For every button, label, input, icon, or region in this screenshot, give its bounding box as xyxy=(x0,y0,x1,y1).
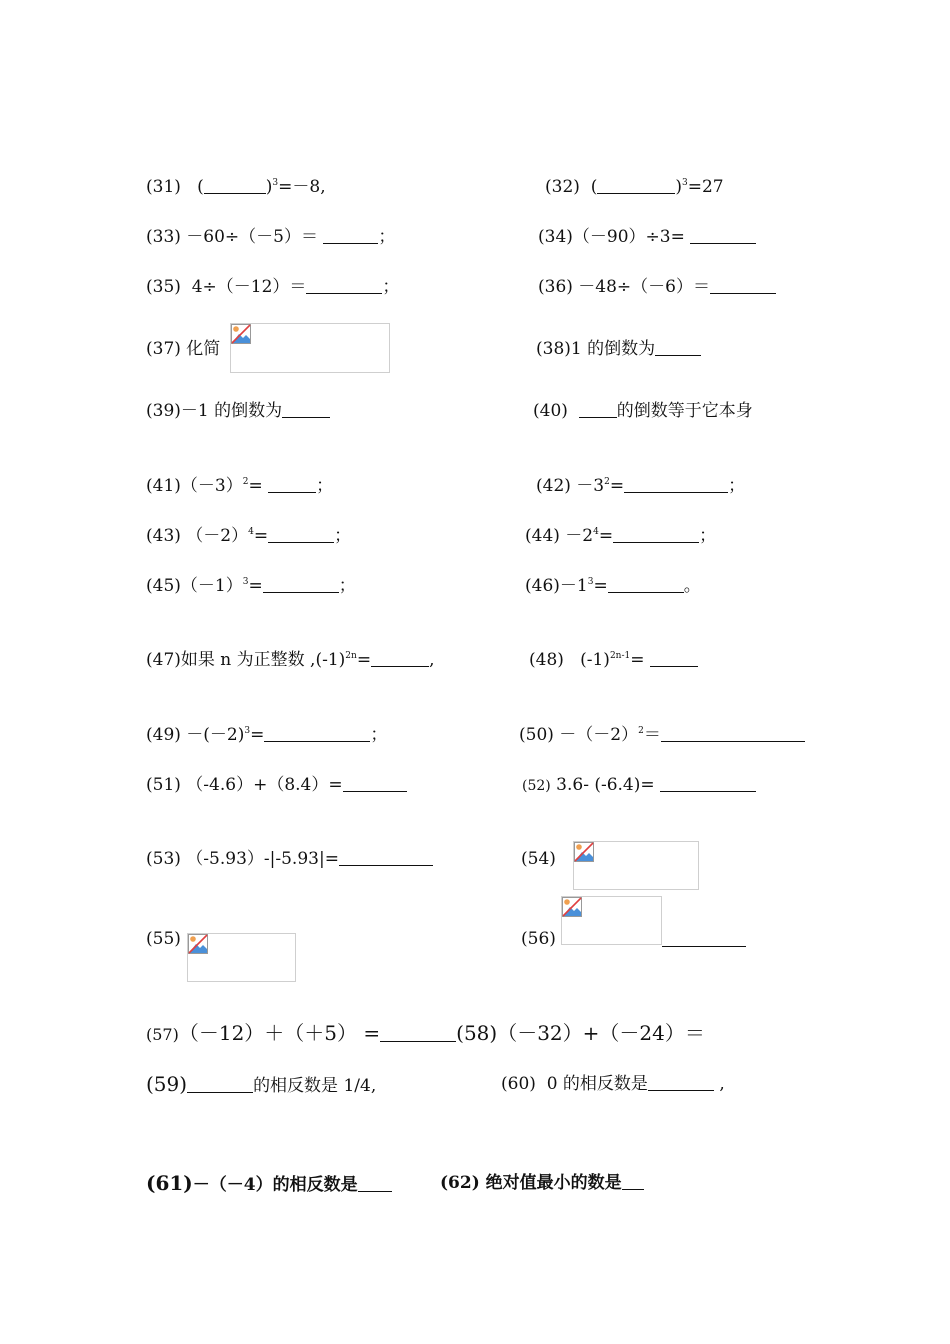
blank[interactable] xyxy=(660,775,756,792)
broken-image-icon xyxy=(231,324,251,344)
blank[interactable] xyxy=(690,227,756,244)
blank[interactable] xyxy=(608,576,684,593)
question-57-58: (57)（－12）＋（＋5） = (58)（－32）+（－24）＝ xyxy=(146,1021,705,1045)
formula-image-placeholder xyxy=(573,841,699,890)
question-59: (59) 的相反数是 1/4, xyxy=(146,1072,377,1096)
blank[interactable] xyxy=(613,526,699,543)
question-45: $(45)(-1)^3=$ ； xyxy=(146,576,356,596)
blank[interactable] xyxy=(380,1025,456,1042)
blank[interactable] xyxy=(204,177,266,194)
question-53: (53) （-5.93）-|-5.93|= xyxy=(146,848,433,870)
blank[interactable] xyxy=(339,849,433,866)
question-31: (31) ( )$^3$=－8, xyxy=(146,177,326,197)
blank[interactable] xyxy=(263,576,339,593)
question-32: (32) ( )$^3$=27 xyxy=(545,177,724,197)
question-42: $(42) -3^2=$ ； xyxy=(536,476,746,496)
question-54: (54) xyxy=(521,849,556,869)
blank[interactable] xyxy=(187,1076,253,1093)
question-41: $(41)(-3)^2=$ ； xyxy=(146,476,334,496)
question-44: $(44) -2^4=$ ； xyxy=(525,526,717,546)
blank[interactable] xyxy=(662,930,746,947)
blank[interactable] xyxy=(622,1173,644,1190)
question-51: (51) （-4.6）+（8.4）= xyxy=(146,774,407,796)
question-48: (48) $(-1)^{2n-1}=$ xyxy=(529,649,698,671)
blank[interactable] xyxy=(268,526,334,543)
formula-image-placeholder xyxy=(230,323,390,373)
blank[interactable] xyxy=(323,227,378,244)
question-56: (56) xyxy=(521,929,556,949)
question-61: (61)－（－4）的相反数是 xyxy=(146,1172,392,1196)
blank[interactable] xyxy=(579,401,617,418)
blank[interactable] xyxy=(358,1175,392,1192)
question-34: (34)（－90）÷3= xyxy=(538,226,756,248)
question-33: (33) －60÷（－5）＝ ； xyxy=(146,227,396,247)
question-46: $(46)-1^3=$ 。 xyxy=(525,576,701,596)
formula-image-placeholder xyxy=(561,896,662,945)
blank[interactable] xyxy=(306,277,382,294)
blank[interactable] xyxy=(282,401,330,418)
broken-image-icon xyxy=(574,842,594,862)
question-52: (52) 3.6- (-6.4)= xyxy=(522,774,756,797)
question-37: (37) 化简 xyxy=(146,339,221,359)
blank[interactable] xyxy=(661,725,805,742)
blank[interactable] xyxy=(624,476,728,493)
blank[interactable] xyxy=(710,277,776,294)
question-60: (60) 0 的相反数是 , xyxy=(501,1074,725,1094)
broken-image-icon xyxy=(562,897,582,917)
blank[interactable] xyxy=(371,650,429,667)
question-36: (36) －48÷（－6）＝ xyxy=(538,276,776,298)
question-35: (35) 4÷（－12）＝ ； xyxy=(146,277,400,297)
question-62: (62) 绝对值最小的数是 xyxy=(440,1172,644,1194)
broken-image-icon xyxy=(188,934,208,954)
blank[interactable] xyxy=(268,476,316,493)
question-38: (38)1 的倒数为 xyxy=(536,338,701,360)
question-40: (40) 的倒数等于它本身 xyxy=(533,401,753,421)
question-47: (47)如果 n 为正整数 $,(-1)^{2n}=$ , xyxy=(146,650,435,670)
question-55: (55) xyxy=(146,929,181,949)
question-50: $(50) -(-2)^2=$ xyxy=(519,724,805,746)
formula-image-placeholder xyxy=(187,933,296,982)
blank[interactable] xyxy=(648,1074,714,1091)
blank[interactable] xyxy=(343,775,407,792)
blank[interactable] xyxy=(264,725,370,742)
blank[interactable] xyxy=(650,650,698,667)
blank[interactable] xyxy=(655,339,701,356)
question-43: (43) $(-2)^4=$ ； xyxy=(146,526,352,546)
blank[interactable] xyxy=(597,177,675,194)
question-39: (39)－1 的倒数为 xyxy=(146,400,330,422)
question-49: $(49) -(-2)^3=$ ； xyxy=(146,725,388,745)
